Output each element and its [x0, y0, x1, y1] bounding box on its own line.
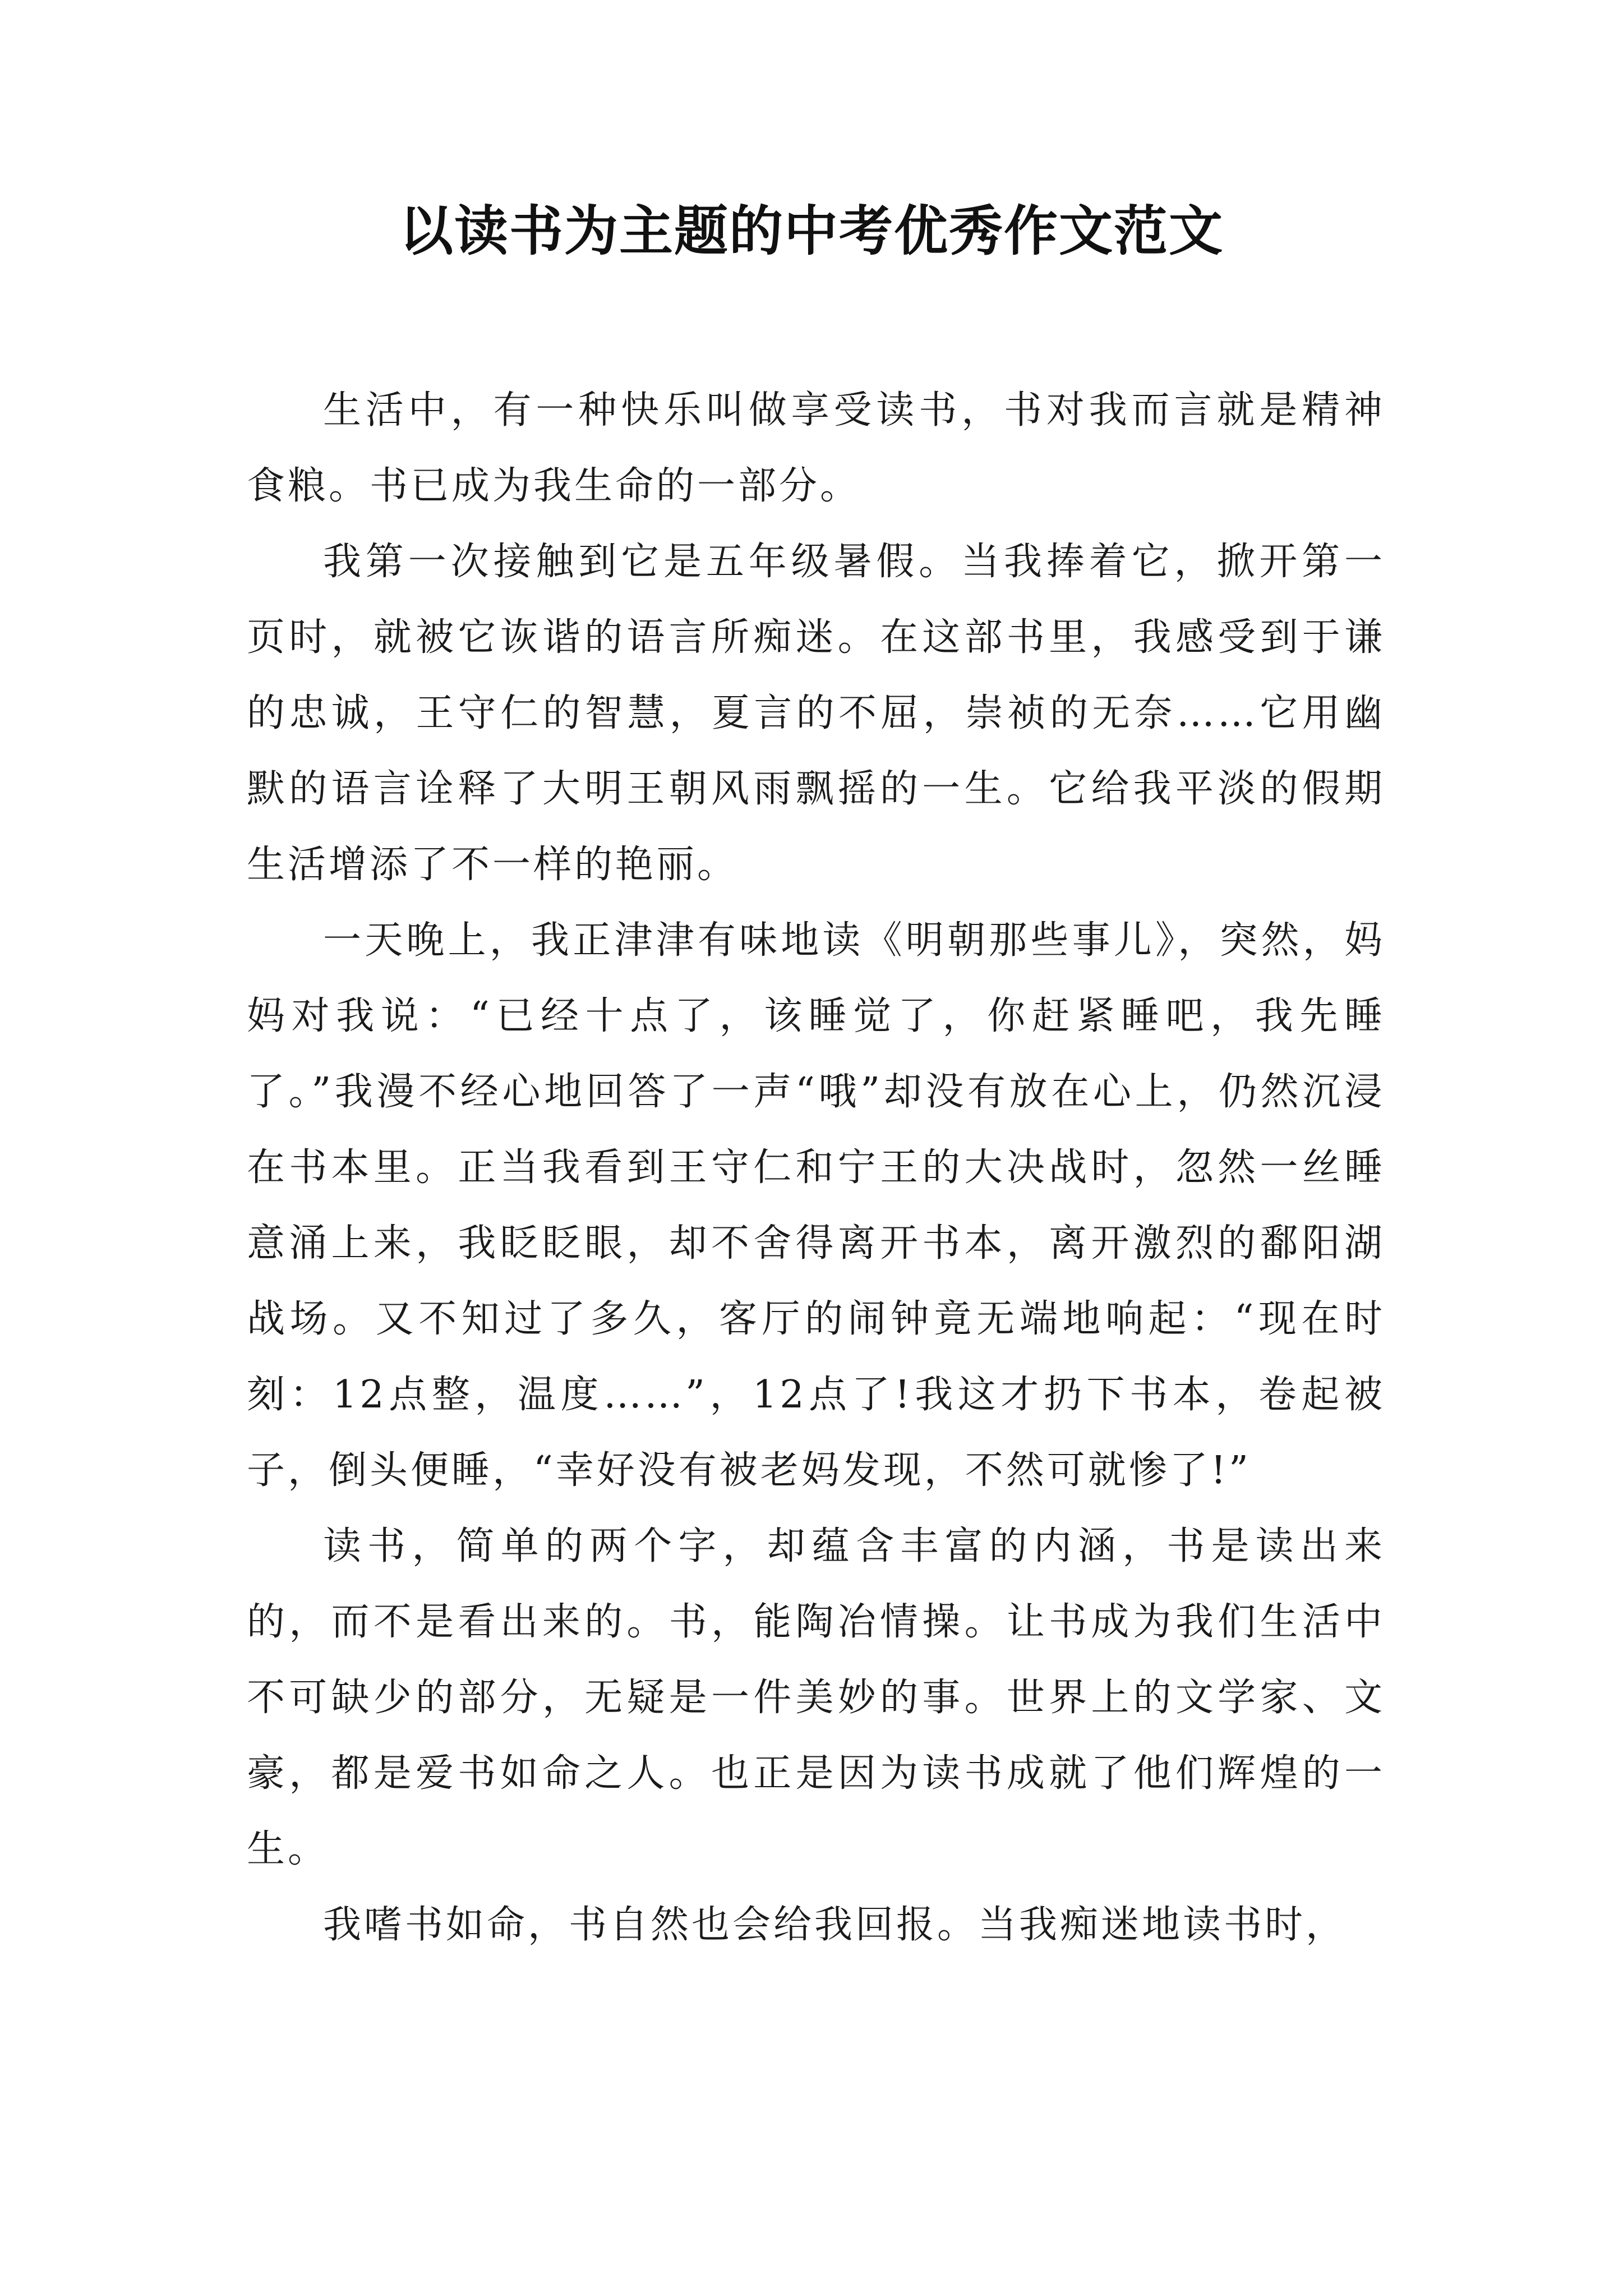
paragraph: 一天晚上，我正津津有味地读《明朝那些事儿》，突然，妈妈对我说：“已经十点了，该睡觉了，你赶紧睡吧，我先睡了。”我漫不经心地回答了一声“哦”却没有放在心上，仍然沉浸在书本里。正当我看到王守仁和宁王的大决战时，忽然一丝睡意涌上来，我眨眨眼，却不舍得离开书本，离开激烈的鄱阳湖战场。又不知过了多久，客厅的闹钟竟无端地响起：“现在时刻：12点整，温度……”，12点了!我这才扔下书本，卷起被子，倒头便睡，“幸好没有被老妈发现，不然可就惨了!”: [247, 918, 1385, 1493]
paragraph: 生活中，有一种快乐叫做享受读书，书对我而言就是精神食粮。书已成为我生命的一部分。: [247, 388, 1385, 508]
document-body: [247, 372, 1385, 1963]
paragraph: 我嗜书如命，书自然也会给我回报。当我痴迷地读书时，: [323, 1903, 1347, 1947]
paragraph: 我第一次接触到它是五年级暑假。当我捧着它，掀开第一页时，就被它诙谐的语言所痴迷。在这部书里，我感受到于谦的忠诚，王守仁的智慧，夏言的不屈，崇祯的无奈……它用幽默的语言诠释了大明王朝风雨飘摇的一生。它给我平淡的假期生活增添了不一样的艳丽。: [247, 540, 1385, 887]
paragraph: 读书，简单的两个字，却蕴含丰富的内涵，书是读出来的，而不是看出来的。书，能陶冶情操。让书成为我们生活中不可缺少的部分，无疑是一件美妙的事。世界上的文学家、文豪，都是爱书如命之人。也正是因为读书成就了他们辉煌的一生。: [247, 1524, 1385, 1871]
document-title: 以读书为主题的中考优秀作文范文: [399, 200, 1224, 263]
